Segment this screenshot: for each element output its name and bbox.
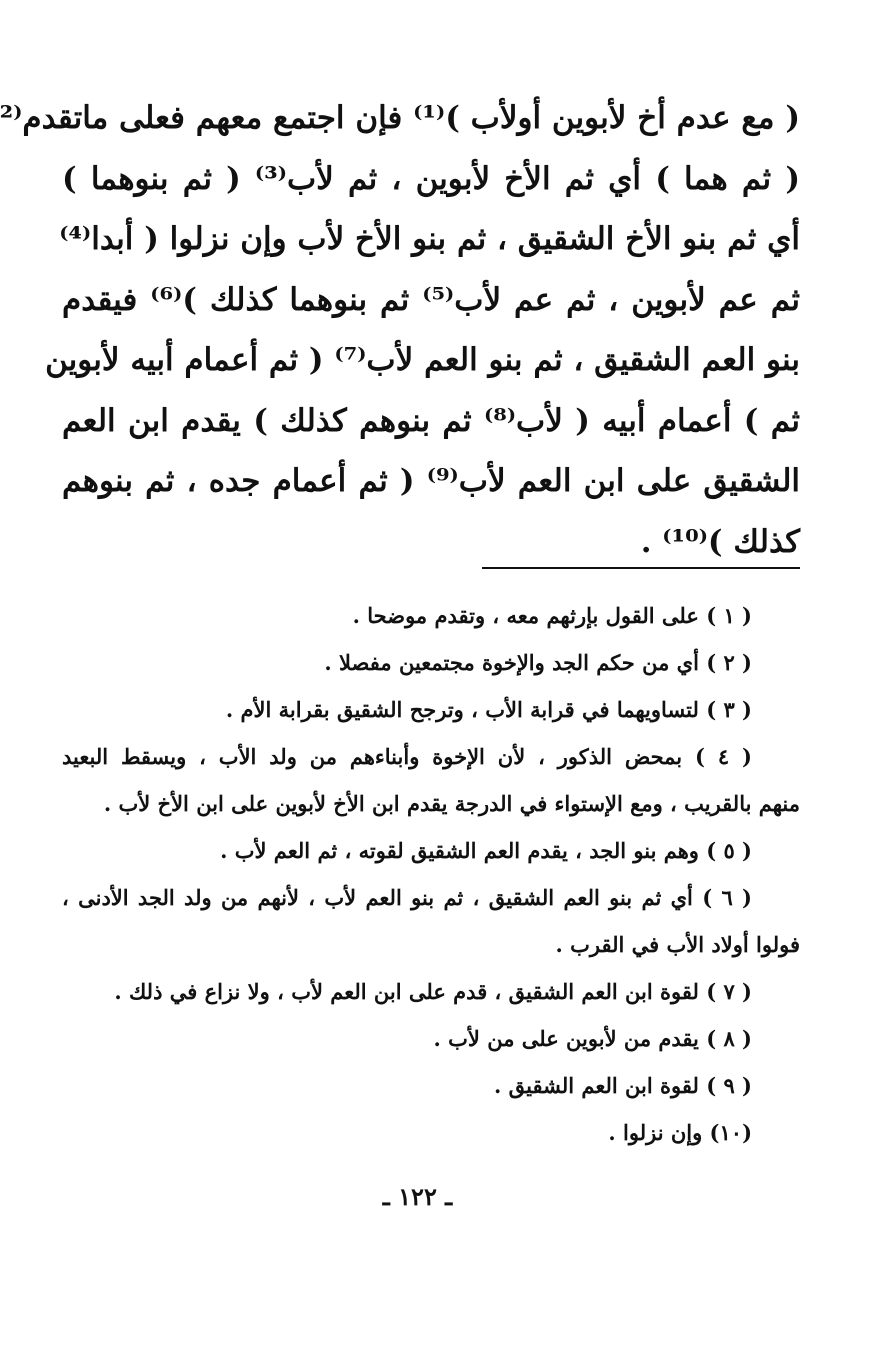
footnote-line: ( ٣ ) لتساويهما في قرابة الأب ، وترجح الشقيق بقرابة الأم . (225, 697, 752, 722)
main-text-line: ثم عم لأبوين ، ثم عم لأب⁽⁵⁾ ثم بنوهما كذلك )⁽⁶⁾ فيقدم (62, 281, 800, 318)
footnote-divider (482, 567, 800, 569)
footnote-line: ( ٧ ) لقوة ابن العم الشقيق ، قدم على ابن العم لأب ، ولا نزاع في ذلك . (114, 979, 752, 1004)
main-text-line: أي ثم بنو الأخ الشقيق ، ثم بنو الأخ لأب وإن نزلوا ( أبدا⁽⁴⁾ (59, 221, 800, 257)
footnote-line: ( ٥ ) وهم بنو الجد ، يقدم العم الشقيق لقوته ، ثم العم لأب . (220, 838, 752, 863)
footnote-line: منهم بالقريب ، ومع الإستواء في الدرجة يقدم ابن الأخ لأبوين على ابن الأخ لأب . (103, 791, 800, 816)
footnote-line: ( ٤ ) بمحض الذكور ، لأن الإخوة وأبناءهم من ولد الأب ، ويسقط البعيد (62, 744, 752, 769)
main-text-line: ثم ) أعمام أبيه ( لأب⁽⁸⁾ ثم بنوهم كذلك ) يقدم ابن العم (62, 402, 801, 439)
main-text-line: ( ثم هما ) أي ثم الأخ لأبوين ، ثم لأب⁽³⁾ ( ثم بنوهما ) (62, 160, 800, 197)
main-text-line: بنو العم الشقيق ، ثم بنو العم لأب⁽⁷⁾ ( ثم أعمام أبيه لأبوين (45, 342, 800, 378)
main-text-block (0, 88, 801, 572)
footnotes-block (62, 592, 800, 1156)
main-text-line: كذلك )⁽¹⁰⁾ . (640, 523, 800, 560)
footnote-line: ( ١ ) على القول بإرثهم معه ، وتقدم موضحا . (352, 603, 752, 628)
main-text-line: ( مع عدم أخ لأبوين أولأب )⁽¹⁾ فإن اجتمع معهم فعلى ماتقدم⁽² (0, 100, 800, 136)
footnote-line: ( ٦ ) أي ثم بنو العم الشقيق ، ثم بنو العم لأب ، لأنهم من ولد الجد الأدنى ، (62, 885, 752, 910)
footnote-line: ( ٨ ) يقدم من لأبوين على من لأب . (433, 1026, 752, 1051)
footnote-line: فولوا أولاد الأب في القرب . (555, 932, 800, 957)
page-number: ـ ١٢٢ ـ (382, 1182, 453, 1211)
main-text-line: الشقيق على ابن العم لأب⁽⁹⁾ ( ثم أعمام جده ، ثم بنوهم (62, 463, 800, 499)
footnote-line: ( ٢ ) أي من حكم الجد والإخوة مجتمعين مفصلا . (324, 650, 752, 675)
footnote-line: (١٠) وإن نزلوا . (608, 1120, 752, 1145)
footnote-line: ( ٩ ) لقوة ابن العم الشقيق . (494, 1073, 752, 1098)
